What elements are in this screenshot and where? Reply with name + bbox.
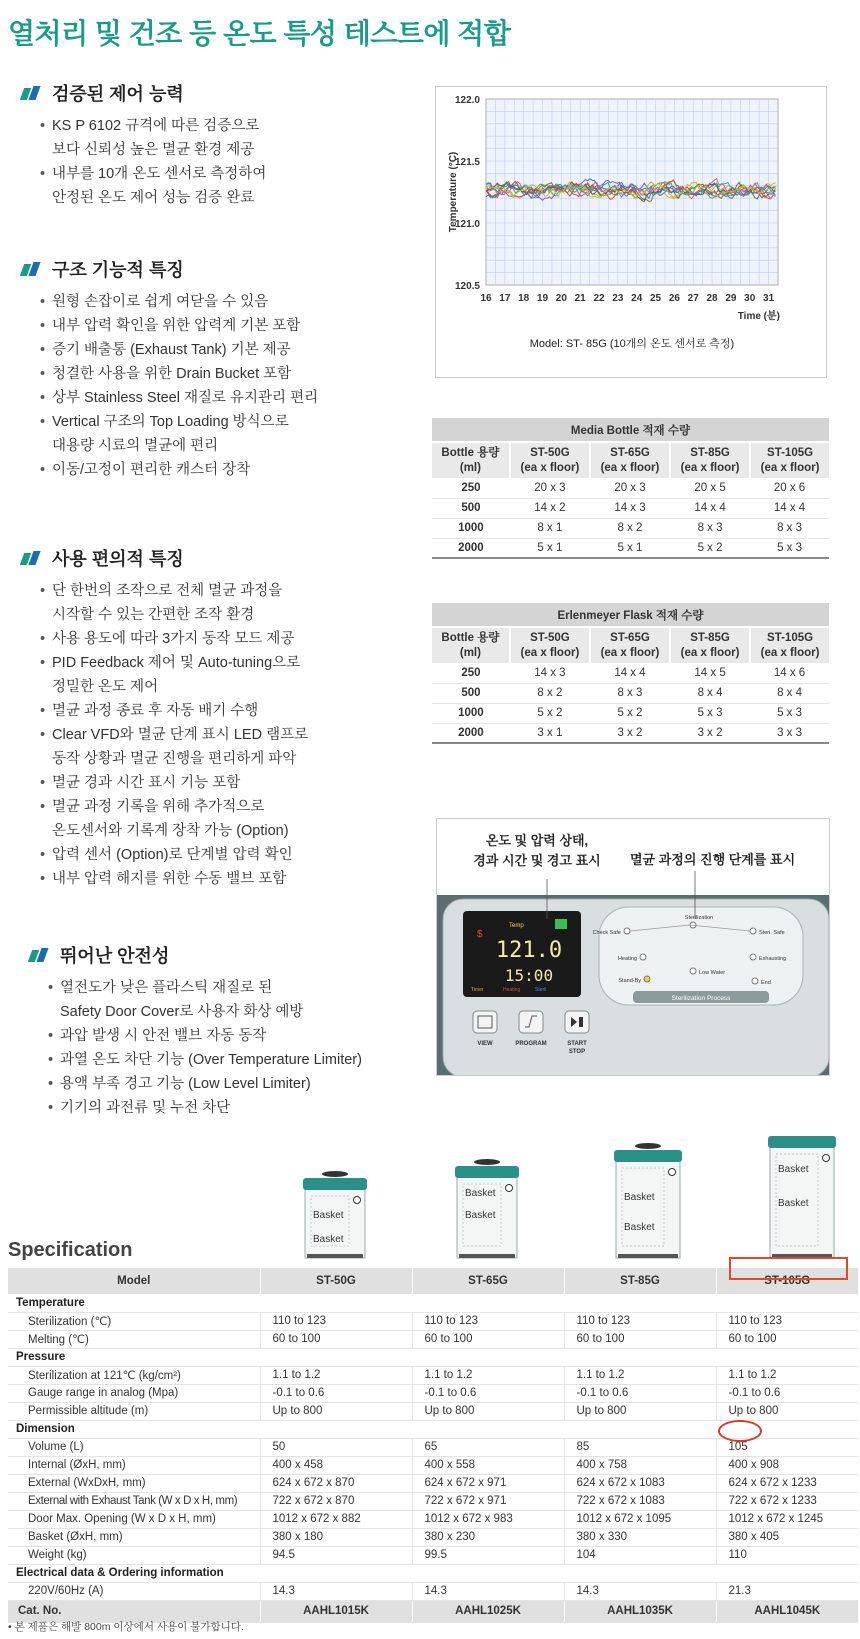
display-time: 15:00	[504, 966, 554, 985]
bullet-item: • 용액 부족 경고 기능 (Low Level Limiter)	[48, 1072, 430, 1096]
spec-row	[8, 1456, 858, 1474]
table-cell: 14 x 4	[590, 663, 670, 683]
cat-no-value: AAHL1035K	[564, 1600, 716, 1622]
bullet-list	[22, 579, 422, 891]
table-row	[432, 478, 829, 498]
x-tick-label: 27	[687, 293, 699, 304]
spec-row	[8, 1312, 858, 1330]
table-cell: 20 x 3	[510, 478, 590, 498]
spec-cell: 110 to 123	[412, 1312, 564, 1330]
basket-label: Basket	[313, 1234, 344, 1245]
cat-no-label: Cat. No.	[8, 1600, 260, 1622]
bullet-item: • 열전도가 낮은 플라스틱 재질로 된	[48, 976, 430, 1000]
table-cell: 3 x 2	[590, 723, 670, 743]
table-cell: 8 x 2	[590, 518, 670, 538]
cat-no-value: AAHL1015K	[260, 1600, 412, 1622]
table-cell: 20 x 6	[750, 478, 829, 498]
spec-cell: 110 to 123	[716, 1312, 858, 1330]
basket-label: Basket	[778, 1198, 809, 1209]
dollar-icon: $	[477, 929, 483, 940]
bullet-list	[22, 114, 422, 210]
step-led-icon	[690, 968, 696, 974]
section-bullet-icon	[22, 86, 42, 100]
column-header: ST-65G (ea x floor)	[590, 442, 670, 478]
y-tick-label: 122.0	[454, 95, 480, 106]
bullet-item: Safety Door Cover로 사용자 화상 예방	[60, 1004, 304, 1020]
x-tick-label: 21	[574, 293, 586, 304]
table-cell: 500	[432, 683, 510, 703]
spec-cell: 624 x 672 x 1083	[564, 1474, 716, 1492]
bullet-item: • 기기의 과전류 및 누전 차단	[48, 1096, 430, 1120]
bullet-item: 보다 신뢰성 높은 멸균 환경 제공	[52, 142, 255, 158]
autoclave-lid	[455, 1166, 519, 1178]
section-control	[22, 80, 422, 210]
spec-column-header: ST-65G	[412, 1268, 564, 1294]
bullet-item: • 내부를 10개 온도 센서로 측정하여	[40, 162, 422, 186]
spec-cell: 380 x 230	[412, 1528, 564, 1546]
step-label: Check Safe	[592, 930, 621, 936]
table-cell: 5 x 3	[670, 703, 750, 723]
autoclave-lid	[768, 1136, 836, 1148]
temperature-chart	[435, 86, 827, 378]
page-title: 열처리 및 건조 등 온도 특성 테스트에 적합	[8, 18, 511, 49]
step-led-icon	[750, 928, 756, 934]
step-label: Exhausting	[759, 956, 787, 962]
pressure-gauge-icon	[506, 1185, 513, 1192]
column-header: ST-50G (ea x floor)	[510, 442, 590, 478]
table-caption: Erlenmeyer Flask 적재 수량	[432, 603, 829, 627]
section-bullet-icon	[22, 551, 42, 565]
spec-group-label: Dimension	[8, 1420, 858, 1438]
step-label: Sterilization	[684, 915, 714, 921]
table-row	[432, 518, 829, 538]
spec-cell: 110 to 123	[564, 1312, 716, 1330]
basket-label: Basket	[313, 1210, 344, 1221]
bullet-item: • 내부 압력 확인을 위한 압력계 기본 포함	[40, 314, 422, 338]
spec-cell: 400 x 908	[716, 1456, 858, 1474]
bullet-item: • KS P 6102 규격에 따른 검증으로	[40, 114, 422, 138]
autoclave-base	[459, 1254, 515, 1258]
spec-column-header: Model	[8, 1268, 260, 1294]
spec-group-label: Temperature	[8, 1294, 858, 1312]
table-caption: Media Bottle 적재 수량	[432, 418, 829, 442]
spec-cell: 400 x 558	[412, 1456, 564, 1474]
bullet-item: • Clear VFD와 멸균 단계 표시 LED 램프로	[40, 723, 422, 747]
autoclave-base	[307, 1254, 363, 1258]
spec-row-label: 220V/60Hz (A)	[8, 1582, 260, 1600]
table-cell: 14 x 3	[510, 663, 590, 683]
spec-row	[8, 1474, 858, 1492]
spec-cell: Up to 800	[260, 1402, 412, 1420]
spec-row	[8, 1510, 858, 1528]
spec-row	[8, 1546, 858, 1564]
spec-group-label: Electrical data & Ordering information	[8, 1564, 858, 1582]
step-label: End	[761, 980, 771, 986]
table-cell: 14 x 5	[670, 663, 750, 683]
table-cell: 14 x 6	[750, 663, 829, 683]
bullet-item: • 이동/고정이 편리한 캐스터 장착	[40, 458, 422, 482]
spec-cell: 99.5	[412, 1546, 564, 1564]
x-tick-label: 17	[499, 293, 511, 304]
x-tick-label: 20	[555, 293, 567, 304]
media-bottle-table	[432, 418, 829, 559]
lid-handle-icon	[322, 1171, 348, 1177]
spec-row-label: Melting (℃)	[8, 1330, 260, 1348]
table-cell: 5 x 1	[590, 538, 670, 558]
spec-cell: 104	[564, 1546, 716, 1564]
basket-label: Basket	[465, 1188, 496, 1199]
autoclave-base	[618, 1254, 678, 1258]
bullet-item: • 내부 압력 해지를 위한 수동 밸브 포함	[40, 867, 422, 891]
spec-cell: 105	[716, 1438, 858, 1456]
spec-group-row	[8, 1564, 858, 1582]
table-cell: 1000	[432, 518, 510, 538]
spec-row	[8, 1384, 858, 1402]
table-cell: 3 x 3	[750, 723, 829, 743]
y-tick-label: 121.5	[454, 157, 480, 168]
table-row	[432, 538, 829, 558]
spec-cell: 624 x 672 x 1233	[716, 1474, 858, 1492]
table-cell: 2000	[432, 723, 510, 743]
footnote: • 본 제품은 해발 800m 이상에서 사용이 불가합니다.	[8, 1621, 244, 1633]
spec-group-row	[8, 1348, 858, 1366]
y-tick-label: 120.5	[454, 281, 480, 292]
bullet-list	[22, 290, 422, 482]
spec-row-label: Volume (L)	[8, 1438, 260, 1456]
spec-cell: 380 x 180	[260, 1528, 412, 1546]
bullet-item: • 멸균 경과 시간 표시 기능 포함	[40, 771, 422, 795]
bullet-item: 대용량 시료의 멸균에 편리	[52, 438, 219, 454]
spec-cell: 14.3	[412, 1582, 564, 1600]
pressure-gauge-icon	[823, 1155, 830, 1162]
spec-cell: 60 to 100	[716, 1330, 858, 1348]
spec-title: Specification	[8, 1239, 133, 1261]
spec-cell: -0.1 to 0.6	[412, 1384, 564, 1402]
spec-row	[8, 1366, 858, 1384]
x-tick-label: 23	[612, 293, 624, 304]
spec-cell: 21.3	[716, 1582, 858, 1600]
bullet-item: • 과열 온도 차단 기능 (Over Temperature Limiter)	[48, 1048, 430, 1072]
highlight-box	[729, 1257, 848, 1280]
spec-cell: Up to 800	[412, 1402, 564, 1420]
spec-cell: 110 to 123	[260, 1312, 412, 1330]
section-safety	[30, 942, 430, 1120]
step-label: Steri. Safe	[759, 930, 785, 936]
basket-label: Basket	[624, 1222, 655, 1233]
highlight-oval	[718, 1420, 762, 1442]
spec-cell: 1.1 to 1.2	[716, 1366, 858, 1384]
spec-cell: 65	[412, 1438, 564, 1456]
spec-cell: 400 x 758	[564, 1456, 716, 1474]
spec-cell: 1012 x 672 x 983	[412, 1510, 564, 1528]
panel-button-view	[473, 1011, 497, 1033]
y-tick-label: 121.0	[454, 219, 480, 230]
table-cell: 20 x 5	[670, 478, 750, 498]
section-structure	[22, 256, 422, 482]
spec-row-label: External with Exhaust Tank (W x D x H, mm)	[8, 1492, 260, 1510]
table-row	[432, 683, 829, 703]
spec-cell: -0.1 to 0.6	[564, 1384, 716, 1402]
spec-cell: 400 x 458	[260, 1456, 412, 1474]
x-tick-label: 24	[631, 293, 643, 304]
spec-cell: 60 to 100	[260, 1330, 412, 1348]
step-led-icon	[644, 976, 650, 982]
table-row	[432, 723, 829, 743]
spec-cell: -0.1 to 0.6	[260, 1384, 412, 1402]
bullet-item: • 멸균 과정 종료 후 자동 배기 수행	[40, 699, 422, 723]
table-cell: 14 x 2	[510, 498, 590, 518]
cat-no-value: AAHL1045K	[716, 1600, 858, 1622]
spec-cell: 94.5	[260, 1546, 412, 1564]
bullet-item: 시작할 수 있는 간편한 조작 환경	[52, 607, 255, 623]
table-cell: 8 x 3	[750, 518, 829, 538]
bullet-item: • 원형 손잡이로 쉽게 여닫을 수 있음	[40, 290, 422, 314]
bullet-item: 정밀한 온도 제어	[52, 679, 159, 695]
section-title: 사용 편의적 특징	[52, 549, 184, 569]
table-cell: 3 x 2	[670, 723, 750, 743]
spec-row	[8, 1528, 858, 1546]
bullet-item: • 증기 배출통 (Exhaust Tank) 기본 제공	[40, 338, 422, 362]
spec-cell: 722 x 672 x 1083	[564, 1492, 716, 1510]
bullet-item: • 상부 Stainless Steel 재질로 유지관리 편리	[40, 386, 422, 410]
section-convenience	[22, 545, 422, 891]
control-panel-image	[436, 818, 830, 1076]
table-cell: 2000	[432, 538, 510, 558]
bullet-item: 온도센서와 기록계 장착 가능 (Option)	[52, 823, 289, 839]
basket-label: Basket	[778, 1164, 809, 1175]
table-cell: 14 x 4	[750, 498, 829, 518]
spec-cell: 722 x 672 x 1233	[716, 1492, 858, 1510]
pressure-gauge-icon	[669, 1169, 676, 1176]
bullet-list	[30, 976, 430, 1120]
spec-cell: 624 x 672 x 870	[260, 1474, 412, 1492]
spec-cell: 1012 x 672 x 882	[260, 1510, 412, 1528]
bullet-item: • 단 한번의 조작으로 전체 멸균 과정을	[40, 579, 422, 603]
basket-label: Basket	[465, 1210, 496, 1221]
panel-button-program	[519, 1011, 543, 1033]
table-cell: 3 x 1	[510, 723, 590, 743]
spec-row-label: Door Max. Opening (W x D x H, mm)	[8, 1510, 260, 1528]
bullet-item: • Vertical 구조의 Top Loading 방식으로	[40, 410, 422, 434]
step-led-icon	[624, 928, 630, 934]
table-row	[432, 703, 829, 723]
table-row	[432, 663, 829, 683]
spec-cell: Up to 800	[564, 1402, 716, 1420]
section-bullet-icon	[30, 948, 50, 962]
x-tick-label: 30	[744, 293, 756, 304]
cat-no-value: AAHL1025K	[412, 1600, 564, 1622]
x-tick-label: 28	[706, 293, 718, 304]
lid-handle-icon	[635, 1143, 661, 1149]
step-label: Low Water	[699, 970, 726, 976]
basket-label: Basket	[624, 1192, 655, 1203]
column-header: ST-85G (ea x floor)	[670, 442, 750, 478]
bullet-item: 안정된 온도 제어 성능 검증 완료	[52, 190, 255, 206]
panel-button-label: VIEW	[477, 1041, 493, 1047]
section-title: 구조 기능적 특징	[52, 260, 184, 280]
status-led-icon	[555, 919, 567, 929]
spec-row	[8, 1492, 858, 1510]
spec-cell: 85	[564, 1438, 716, 1456]
lid-handle-icon	[474, 1159, 500, 1165]
table-cell: 8 x 4	[670, 683, 750, 703]
step-led-icon	[752, 978, 758, 984]
section-title: 뛰어난 안전성	[60, 946, 170, 966]
section-bullet-icon	[22, 262, 42, 276]
table-cell: 500	[432, 498, 510, 518]
spec-row-label: Internal (ØxH, mm)	[8, 1456, 260, 1474]
spec-cell: 110	[716, 1546, 858, 1564]
spec-cell: Up to 800	[716, 1402, 858, 1420]
panel-button-label: PROGRAM	[515, 1041, 547, 1047]
spec-row-label: Sterilization at 121℃ (kg/cm²)	[8, 1366, 260, 1384]
display-label: Heating	[503, 987, 521, 993]
x-tick-label: 22	[593, 293, 605, 304]
spec-cell: 1.1 to 1.2	[564, 1366, 716, 1384]
table-cell: 20 x 3	[590, 478, 670, 498]
spec-row-label: Gauge range in analog (Mpa)	[8, 1384, 260, 1402]
spec-cell: 50	[260, 1438, 412, 1456]
spec-column-header: ST-105G	[716, 1268, 858, 1294]
bullet-item: • 멸균 과정 기록을 위해 추가적으로	[40, 795, 422, 819]
bullet-item: • PID Feedback 제어 및 Auto-tuning으로	[40, 651, 422, 675]
panel-caption-process: 멸균 과정의 진행 단계를 표시	[630, 852, 796, 867]
step-led-icon	[750, 954, 756, 960]
spec-cell: 14.3	[260, 1582, 412, 1600]
spec-group-row	[8, 1294, 858, 1312]
x-tick-label: 31	[763, 293, 775, 304]
spec-cell: 1.1 to 1.2	[260, 1366, 412, 1384]
pressure-gauge-icon	[354, 1197, 361, 1204]
step-label: Stand-By	[618, 978, 641, 984]
x-tick-label: 25	[649, 293, 662, 304]
specification-table	[8, 1268, 858, 1623]
column-header: Bottle 용량 (ml)	[432, 442, 510, 478]
spec-row	[8, 1582, 858, 1600]
table-cell: 5 x 3	[750, 703, 829, 723]
table-cell: 250	[432, 478, 510, 498]
table-cell: 250	[432, 663, 510, 683]
spec-row	[8, 1402, 858, 1420]
column-header: Bottle 용량 (ml)	[432, 627, 510, 663]
x-tick-label: 16	[480, 293, 492, 304]
spec-row-label: Basket (ØxH, mm)	[8, 1528, 260, 1546]
step-label: Heating	[618, 956, 637, 962]
spec-row-label: External (WxDxH, mm)	[8, 1474, 260, 1492]
spec-row	[8, 1330, 858, 1348]
spec-cell: 380 x 330	[564, 1528, 716, 1546]
x-tick-label: 18	[518, 293, 530, 304]
table-cell: 14 x 4	[670, 498, 750, 518]
table-cell: 5 x 2	[510, 703, 590, 723]
spec-row-label: Weight (kg)	[8, 1546, 260, 1564]
erlenmeyer-flask-table	[432, 603, 829, 744]
table-cell: 5 x 1	[510, 538, 590, 558]
spec-column-header: ST-85G	[564, 1268, 716, 1294]
column-header: ST-65G (ea x floor)	[590, 627, 670, 663]
section-title: 검증된 제어 능력	[52, 84, 184, 104]
spec-row-label: Sterilization (℃)	[8, 1312, 260, 1330]
table-cell: 5 x 2	[590, 703, 670, 723]
spec-cell: 1012 x 672 x 1245	[716, 1510, 858, 1528]
display-label: Steril	[535, 987, 547, 993]
table-cell: 1000	[432, 703, 510, 723]
column-header: ST-105G (ea x floor)	[750, 627, 829, 663]
table-cell: 5 x 3	[750, 538, 829, 558]
spec-column-header: ST-50G	[260, 1268, 412, 1294]
spec-cell: 60 to 100	[564, 1330, 716, 1348]
step-led-icon	[640, 954, 646, 960]
chart-caption: Model: ST- 85G (10개의 온도 센서로 측정)	[529, 338, 735, 350]
spec-cell: 722 x 672 x 971	[412, 1492, 564, 1510]
x-tick-label: 19	[536, 293, 549, 304]
panel-button-label: START	[567, 1041, 587, 1047]
bullet-item: • 청결한 사용을 위한 Drain Bucket 포함	[40, 362, 422, 386]
display-label: Timer	[471, 987, 484, 993]
spec-row-label: Permissible altitude (m)	[8, 1402, 260, 1420]
x-tick-label: 26	[668, 293, 680, 304]
table-cell: 8 x 1	[510, 518, 590, 538]
spec-cell: 380 x 405	[716, 1528, 858, 1546]
y-axis-label: Temperature (°C)	[448, 151, 459, 233]
panel-button-label: STOP	[568, 1049, 586, 1055]
spec-cell: 624 x 672 x 971	[412, 1474, 564, 1492]
table-cell: 5 x 2	[670, 538, 750, 558]
process-label: Sterilization Process	[671, 995, 731, 1002]
table-cell: 8 x 3	[670, 518, 750, 538]
autoclave-lid	[614, 1150, 682, 1162]
spec-cell: 1012 x 672 x 1095	[564, 1510, 716, 1528]
x-axis-label: Time (분)	[737, 311, 780, 322]
chart-svg	[436, 87, 828, 379]
table-cell: 8 x 2	[510, 683, 590, 703]
table-row	[432, 498, 829, 518]
column-header: ST-85G (ea x floor)	[670, 627, 750, 663]
x-tick-label: 29	[725, 293, 737, 304]
column-header: ST-105G (ea x floor)	[750, 442, 829, 478]
spec-cell: 14.3	[564, 1582, 716, 1600]
spec-group-label: Pressure	[8, 1348, 858, 1366]
stop-icon	[579, 1017, 583, 1027]
spec-cell: 1.1 to 1.2	[412, 1366, 564, 1384]
bullet-item: • 과압 발생 시 안전 밸브 자동 동작	[48, 1024, 430, 1048]
panel-caption-status: 온도 및 압력 상태, 경과 시간 및 경고 표시	[473, 833, 601, 868]
bullet-item: • 압력 센서 (Option)로 단계별 압력 확인	[40, 843, 422, 867]
spec-cell: 722 x 672 x 870	[260, 1492, 412, 1510]
table-cell: 14 x 3	[590, 498, 670, 518]
bullet-item: • 사용 용도에 따라 3가지 동작 모드 제공	[40, 627, 422, 651]
column-header: ST-50G (ea x floor)	[510, 627, 590, 663]
table-cell: 8 x 3	[590, 683, 670, 703]
display-unit: Temp	[509, 923, 524, 929]
autoclave-lid	[303, 1178, 367, 1190]
table-cell: 8 x 4	[750, 683, 829, 703]
spec-cell: 60 to 100	[412, 1330, 564, 1348]
bullet-item: 동작 상황과 멸균 진행을 편리하게 파악	[52, 751, 297, 767]
spec-cell: -0.1 to 0.6	[716, 1384, 858, 1402]
display-temperature: 121.0	[495, 938, 563, 963]
